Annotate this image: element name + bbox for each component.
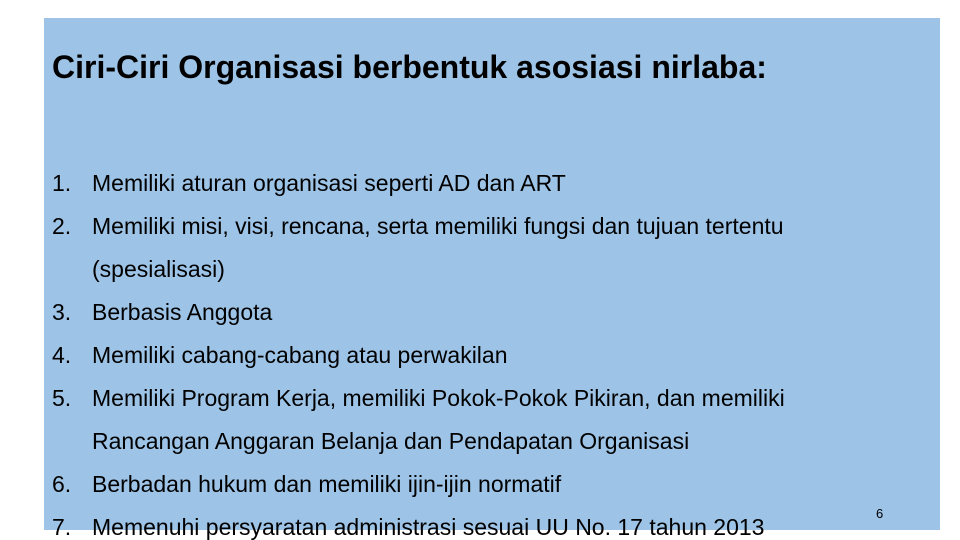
list-item [52,162,902,205]
list-item [52,506,902,540]
list-item [52,463,902,506]
page-number: 6 [876,506,884,521]
list-item-number: 1. [52,170,72,196]
criteria-list [52,162,902,540]
list-item-text: Berbasis Anggota [92,299,273,325]
list-item-number: 3. [52,299,72,325]
list-item-number: 7. [52,514,72,540]
list-item-text: Memiliki Program Kerja, memiliki Pokok-Pokok Pikiran, dan memiliki Rancangan Anggaran Belanja dan Pendapatan Organisasi [92,385,785,454]
list-item-number: 6. [52,471,72,497]
list-item [52,377,902,463]
list-item-text: Memenuhi persyaratan administrasi sesuai UU No. 17 tahun 2013 [92,514,765,540]
list-item [52,291,902,334]
list-item-text: Memiliki misi, visi, rencana, serta memiliki fungsi dan tujuan tertentu (spesialisasi) [92,213,784,282]
list-item-number: 2. [52,213,72,239]
slide-title: Ciri-Ciri Organisasi berbentuk asosiasi nirlaba: [52,49,767,85]
list-item [52,334,902,377]
list-item-number: 5. [52,385,72,411]
list-item-number: 4. [52,342,72,368]
list-item-text: Memiliki aturan organisasi seperti AD dan ART [92,170,566,196]
list-item [52,205,902,291]
list-item-text: Berbadan hukum dan memiliki ijin-ijin normatif [92,471,562,497]
list-item-text: Memiliki cabang-cabang atau perwakilan [92,342,508,368]
